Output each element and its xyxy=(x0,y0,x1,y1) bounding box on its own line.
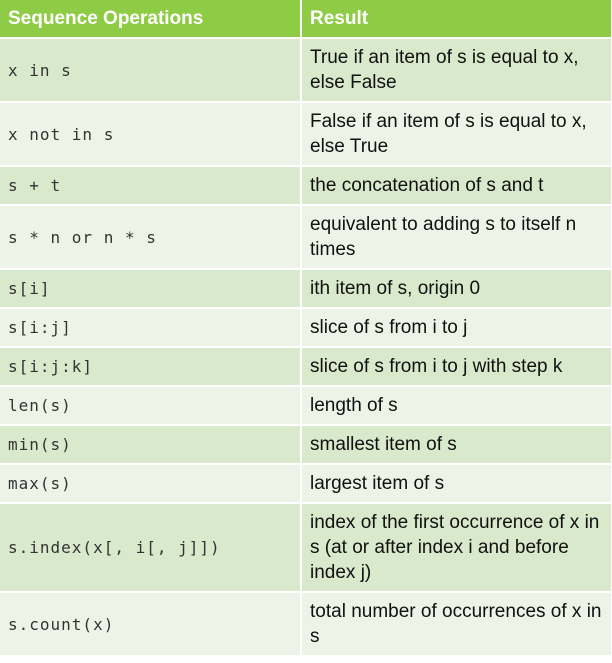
table-row xyxy=(0,308,612,347)
result-cell: slice of s from i to j with step k xyxy=(301,347,612,386)
operation-cell: s.index(x[, i[, j]]) xyxy=(0,503,301,592)
operation-cell: s[i] xyxy=(0,269,301,308)
result-cell: slice of s from i to j xyxy=(301,308,612,347)
operation-cell: s.count(x) xyxy=(0,592,301,656)
operation-cell: s[i:j:k] xyxy=(0,347,301,386)
result-cell: ith item of s, origin 0 xyxy=(301,269,612,308)
table-row xyxy=(0,205,612,269)
operation-cell: s + t xyxy=(0,166,301,205)
table-row xyxy=(0,166,612,205)
operation-cell: s * n or n * s xyxy=(0,205,301,269)
table-row xyxy=(0,38,612,102)
table-row xyxy=(0,464,612,503)
table-row xyxy=(0,425,612,464)
result-cell: the concatenation of s and t xyxy=(301,166,612,205)
operation-cell: x not in s xyxy=(0,102,301,166)
header-result: Result xyxy=(301,0,612,38)
table-row xyxy=(0,102,612,166)
table-row xyxy=(0,386,612,425)
header-row xyxy=(0,0,612,38)
table-row xyxy=(0,503,612,592)
operation-cell: max(s) xyxy=(0,464,301,503)
result-cell: total number of occurrences of x in s xyxy=(301,592,612,656)
operation-cell: s[i:j] xyxy=(0,308,301,347)
header-operations: Sequence Operations xyxy=(0,0,301,38)
table-row xyxy=(0,269,612,308)
result-cell: False if an item of s is equal to x, else True xyxy=(301,102,612,166)
operation-cell: min(s) xyxy=(0,425,301,464)
result-cell: equivalent to adding s to itself n times xyxy=(301,205,612,269)
result-cell: index of the first occurrence of x in s (at or after index i and before index j) xyxy=(301,503,612,592)
result-cell: True if an item of s is equal to x, else False xyxy=(301,38,612,102)
operation-cell: x in s xyxy=(0,38,301,102)
table-row xyxy=(0,592,612,656)
result-cell: smallest item of s xyxy=(301,425,612,464)
result-cell: largest item of s xyxy=(301,464,612,503)
operation-cell: len(s) xyxy=(0,386,301,425)
result-cell: length of s xyxy=(301,386,612,425)
table-row xyxy=(0,347,612,386)
